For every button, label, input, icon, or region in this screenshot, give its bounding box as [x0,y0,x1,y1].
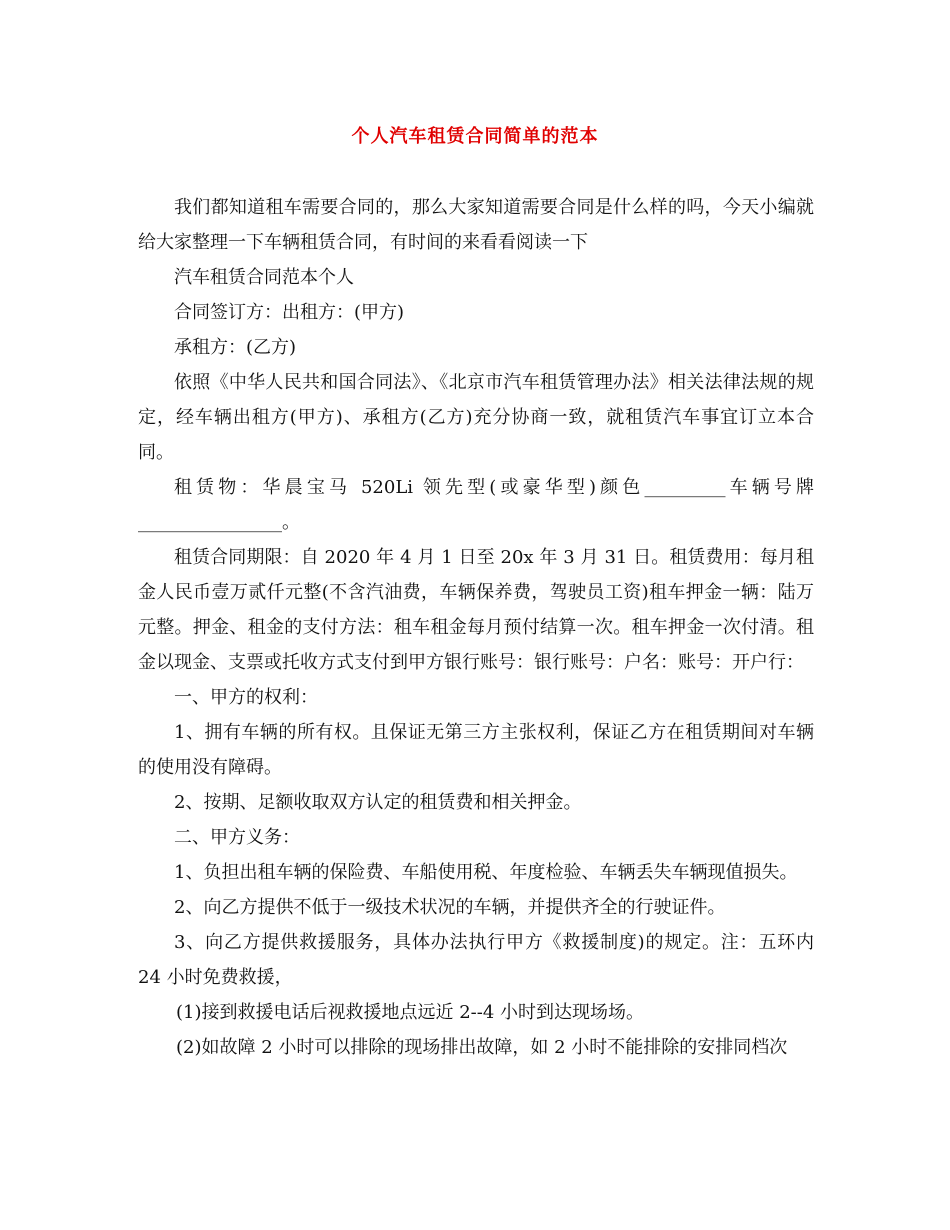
paragraph-intro: 我们都知道租车需要合同的，那么大家知道需要合同是什么样的吗，今天小编就给大家整理一下车辆租赁合同，有时间的来看看阅读一下 [138,197,814,253]
paragraph-section-rights: 一、甲方的权利： [174,687,318,708]
paragraph-lessee: 承租方：(乙方) [174,337,297,358]
paragraph-right-1: 1、拥有车辆的所有权。且保证无第三方主张权利，保证乙方在租赁期间对车辆的使用没有障碍。 [138,722,814,778]
paragraph-term-and-fees: 租赁合同期限：自 2020 年 4 月 1 日至 20x 年 3 月 31 日。租赁费用：每月租金人民币壹万贰仟元整(不含汽油费，车辆保养费，驾驶员工资)租车押金一辆：陆万元整。押金、租金的支付方法：租车租金每月预付结算一次。租车押金一次付清。租金以现金、支票或托收方式支付到甲方银行账号：银行账号：户名：账号：开户行： [138,547,814,673]
document-body [138,190,820,1065]
paragraph-duty-2: 2、向乙方提供不低于一级技术状况的车辆，并提供齐全的行驶证件。 [174,897,726,918]
paragraph-legal-basis: 依照《中华人民共和国合同法》、《北京市汽车租赁管理办法》相关法律法规的规定，经车辆出租方(甲方)、承租方(乙方)充分协商一致，就租赁汽车事宜订立本合同。 [138,372,814,463]
paragraph-duty-3-item-1: (1)接到救援电话后视救援地点远近 2--4 小时到达现场场。 [176,1002,645,1023]
paragraph-lessor: 合同签订方：出租方：(甲方) [174,302,405,323]
paragraph-right-2: 2、按期、足额收取双方认定的租赁费和相关押金。 [174,792,582,813]
document-title: 个人汽车租赁合同简单的范本 [351,126,599,147]
paragraph-section-duties: 二、甲方义务： [174,827,300,848]
paragraph-duty-1: 1、负担出租车辆的保险费、车船使用税、年度检验、车辆丢失车辆现值损失。 [174,862,798,883]
paragraph-duty-3-item-2: (2)如故障 2 小时可以排除的现场排出故障，如 2 小时不能排除的安排同档次 [176,1037,788,1058]
paragraph-duty-3: 3、向乙方提供救援服务，具体办法执行甲方《救援制度)的规定。注：五环内 24 小时免费救援， [138,932,820,988]
paragraph-heading: 汽车租赁合同范本个人 [174,267,354,288]
paragraph-leased-item: 租赁物：华晨宝马 520Li 领先型(或豪华型)颜色_________车辆号牌________________。 [138,477,814,533]
